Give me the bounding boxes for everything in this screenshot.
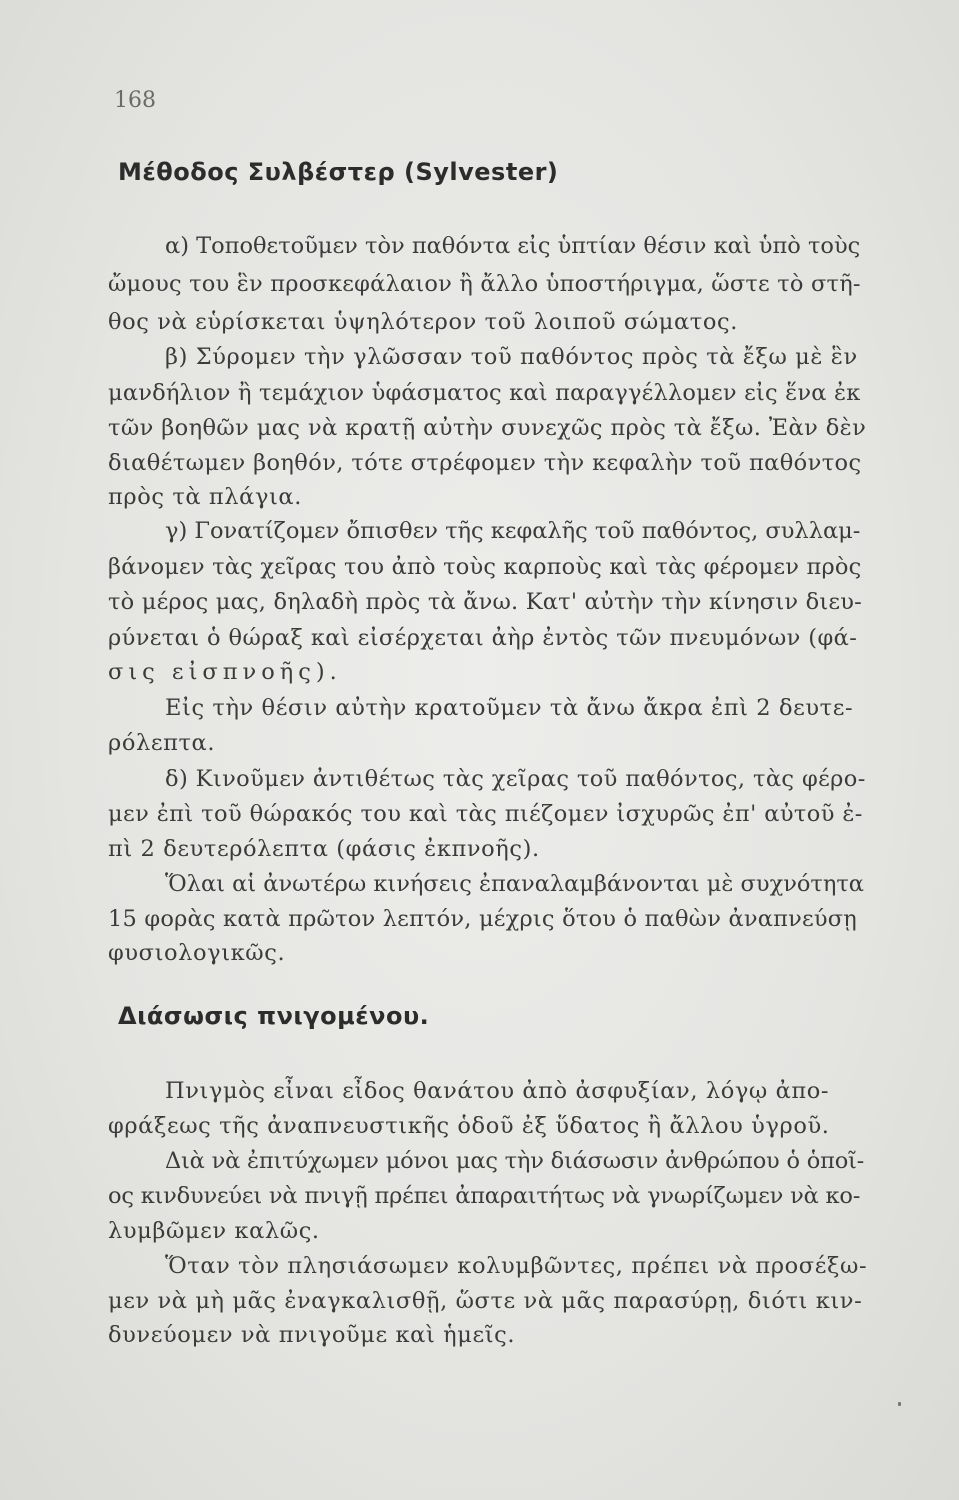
paragraph-line: Εἰς τὴν θέσιν αὐτὴν κρατοῦμεν τὰ ἄνω ἄκρα ἐπὶ 2 δευτε- — [165, 695, 854, 721]
paragraph-line: διαθέτωμεν βοηθόν, τότε στρέφομεν τὴν κεφαλὴν τοῦ παθόντος — [108, 450, 862, 476]
paragraph-line: τῶν βοηθῶν μας νὰ κρατῇ αὐτὴν συνεχῶς πρὸς τὰ ἔξω. Ἐὰν δὲν — [108, 415, 867, 441]
paragraph-line: μεν νὰ μὴ μᾶς ἐναγκαλισθῇ, ὥστε νὰ μᾶς παρασύρῃ, διότι κιν- — [108, 1288, 863, 1314]
paragraph-line: α) Τοποθετοῦμεν τὸν παθόντα εἰς ὑπτίαν θέσιν καὶ ὑπὸ τοὺς — [165, 233, 861, 259]
paragraph-line: θος νὰ εὑρίσκεται ὑψηλότερον τοῦ λοιποῦ σώματος. — [108, 309, 738, 335]
paragraph-line: δ) Κινοῦμεν ἀντιθέτως τὰς χεῖρας τοῦ παθόντος, τὰς φέρο- — [165, 766, 866, 792]
paragraph-line: 15 φορὰς κατὰ πρῶτον λεπτόν, μέχρις ὅτου ὁ παθὼν ἀναπνεύσῃ — [108, 906, 857, 932]
paragraph-line: γ) Γονατίζομεν ὄπισθεν τῆς κεφαλῆς τοῦ παθόντος, συλλαμ- — [165, 518, 861, 544]
paragraph-line: φυσιολογικῶς. — [108, 940, 286, 966]
section-heading-drowning-rescue: Διάσωσις πνιγομένου. — [118, 1002, 430, 1030]
paragraph-line: Ὅλαι αἱ ἀνωτέρω κινήσεις ἐπαναλαμβάνονται μὲ συχνότητα — [165, 871, 865, 897]
paragraph-line: ρόλεπτα. — [108, 730, 216, 756]
paper-speck — [898, 1402, 901, 1406]
paragraph-line: Διὰ νὰ ἐπιτύχωμεν μόνοι μας τὴν διάσωσιν ἀνθρώπου ὁ ὁποῖ- — [165, 1148, 865, 1174]
paragraph-line: ὤμους του ἓν προσκεφάλαιον ἢ ἄλλο ὑποστήριγμα, ὥστε τὸ στῆ- — [108, 271, 861, 297]
section-heading-sylvester-method: Μέθοδος Συλβέστερ (Sylvester) — [118, 158, 559, 186]
paragraph-line: β) Σύρομεν τὴν γλῶσσαν τοῦ παθόντος πρὸς τὰ ἔξω μὲ ἓν — [165, 344, 858, 370]
paragraph-line: λυμβῶμεν καλῶς. — [108, 1218, 320, 1244]
paragraph-line: Πνιγμὸς εἶναι εἶδος θανάτου ἀπὸ ἀσφυξίαν, λόγῳ ἀπο- — [165, 1078, 830, 1104]
paragraph-line: μεν ἐπὶ τοῦ θώρακός του καὶ τὰς πιέζομεν ἰσχυρῶς ἐπ' αὐτοῦ ἐ- — [108, 801, 863, 827]
paragraph-line: τὸ μέρος μας, δηλαδὴ πρὸς τὰ ἄνω. Κατ' αὐτὴν τὴν κίνησιν διευ- — [108, 589, 862, 615]
paragraph-line: πὶ 2 δευτερόλεπτα (φάσις ἐκπνοῆς). — [108, 836, 540, 862]
paragraph-line: ρύνεται ὁ θώραξ καὶ εἰσέρχεται ἀὴρ ἐντὸς τῶν πνευμόνων (φά- — [108, 625, 858, 651]
paragraph-line: ος κινδυνεύει νὰ πνιγῇ πρέπει ἀπαραιτήτως νὰ γνωρίζωμεν νὰ κο- — [108, 1183, 861, 1209]
page-number: 168 — [114, 88, 156, 113]
paragraph-line: πρὸς τὰ πλάγια. — [108, 484, 302, 510]
paragraph-line: φράξεως τῆς ἀναπνευστικῆς ὁδοῦ ἐξ ὕδατος ἢ ἄλλου ὑγροῦ. — [108, 1113, 830, 1139]
paragraph-line: δυνεύομεν νὰ πνιγοῦμε καὶ ἡμεῖς. — [108, 1322, 516, 1348]
paragraph-line: μανδήλιον ἢ τεμάχιον ὑφάσματος καὶ παραγγέλλομεν εἰς ἕνα ἐκ — [108, 380, 861, 406]
paragraph-line: σις εἰσπνοῆς). — [108, 659, 342, 685]
paragraph-line: βάνομεν τὰς χεῖρας του ἀπὸ τοὺς καρποὺς καὶ τὰς φέρομεν πρὸς — [108, 554, 862, 580]
paragraph-line: Ὅταν τὸν πλησιάσωμεν κολυμβῶντες, πρέπει νὰ προσέξω- — [165, 1253, 868, 1279]
